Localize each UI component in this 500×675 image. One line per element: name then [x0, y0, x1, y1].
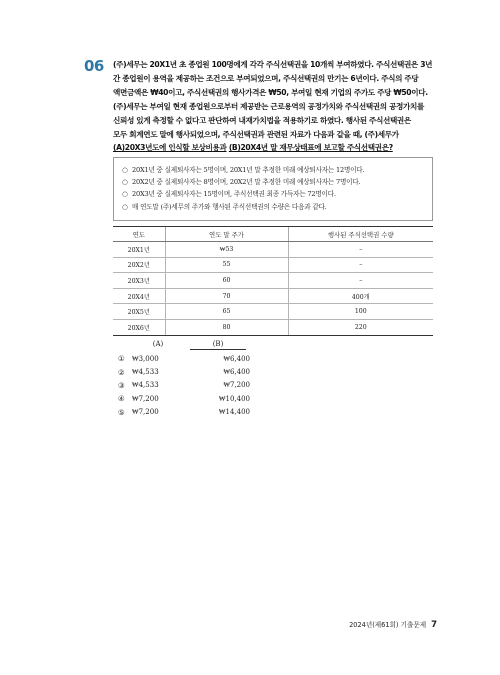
- cell-price: 80: [165, 319, 288, 335]
- condition-text: 20X1년 중 실제퇴사자는 5명이며, 20X1년 말 추정한 미래 예상퇴사자는 12명이다.: [132, 166, 365, 174]
- choice-value-b: ₩6,400: [223, 368, 250, 377]
- choice-number: ⑤: [118, 407, 125, 417]
- choice-option[interactable]: [118, 352, 250, 365]
- choices-header: [118, 340, 250, 352]
- question-part-b: (B)20X4년 말 재무상태표에 보고할 주식선택권은?: [228, 143, 393, 153]
- cell-exercised: –: [288, 242, 433, 258]
- choice-value-b: ₩7,200: [223, 381, 250, 390]
- choice-option[interactable]: [118, 406, 250, 419]
- choices-header-b: (B): [190, 340, 246, 350]
- table-header-row: [113, 227, 433, 242]
- condition-item: [122, 176, 424, 188]
- page-number: 7: [431, 620, 437, 630]
- circle-bullet-icon: ○: [122, 190, 128, 199]
- cell-price: ₩53: [165, 242, 288, 258]
- table-row: [113, 319, 433, 335]
- choice-value-b: ₩14,400: [218, 408, 250, 417]
- condition-item: [122, 201, 424, 213]
- cell-year: 20X1년: [113, 242, 165, 258]
- header-price: 연도 말 주가: [165, 227, 288, 242]
- cell-year: 20X2년: [113, 257, 165, 273]
- choice-number: ③: [118, 380, 125, 390]
- question-line: 간 종업원이 용역을 제공하는 조건으로 부여되었으며, 주식선택권의 만기는 6년이다. 주식의 주당: [113, 73, 419, 83]
- header-year: 연도: [113, 227, 165, 242]
- cell-price: 65: [165, 304, 288, 320]
- choice-value-b: ₩6,400: [223, 354, 250, 363]
- choice-value-a: ₩7,200: [132, 408, 159, 417]
- condition-item: [122, 164, 424, 176]
- question-line: (주)세무는 부여일 현재 종업원으로부터 제공받는 근로용역의 공정가치와 주식선택권의 공정가치를: [113, 101, 424, 111]
- header-exercised: 행사된 주식선택권 수량: [288, 227, 433, 242]
- table-row: [113, 288, 433, 304]
- choice-value-a: ₩4,533: [132, 368, 159, 377]
- question-line: 신뢰성 있게 측정할 수 없다고 판단하여 내재가치법을 적용하기로 하였다. 행사된 주식선택권은: [113, 115, 411, 125]
- choice-option[interactable]: [118, 365, 250, 378]
- cell-year: 20X4년: [113, 288, 165, 304]
- condition-item: [122, 188, 424, 200]
- cell-year: 20X5년: [113, 304, 165, 320]
- answer-choices: [118, 340, 250, 419]
- question-line: 액면금액은 ₩40이고, 주식선택권의 행사가격은 ₩50, 부여일 현재 기업의 주가도 주당 ₩50이다.: [113, 87, 428, 97]
- cell-exercised: 400개: [288, 288, 433, 304]
- condition-text: 20X3년 중 실제퇴사자는 15명이며, 주식선택권 최종 가득자는 72명이다.: [132, 190, 336, 199]
- choices-header-a: (A): [152, 340, 164, 348]
- cell-exercised: 100: [288, 304, 433, 320]
- table-row: [113, 304, 433, 320]
- table-row: [113, 242, 433, 258]
- question-line: 모두 회계연도 말에 행사되었으며, 주식선택권과 관련된 자료가 다음과 같을 때, (주)세무가: [113, 129, 399, 139]
- question-number: 06: [84, 57, 104, 75]
- choice-value-a: ₩7,200: [132, 394, 159, 403]
- choice-value-a: ₩3,000: [132, 354, 159, 363]
- choice-value-b: ₩10,400: [218, 394, 250, 403]
- choice-number: ①: [118, 354, 125, 364]
- choice-number: ④: [118, 394, 125, 404]
- cell-exercised: –: [288, 273, 433, 289]
- cell-price: 70: [165, 288, 288, 304]
- question-text: [113, 58, 433, 155]
- cell-year: 20X6년: [113, 319, 165, 335]
- choice-option[interactable]: [118, 379, 250, 392]
- question-line-last: [113, 141, 433, 155]
- cell-price: 55: [165, 257, 288, 273]
- circle-bullet-icon: ○: [122, 178, 128, 187]
- table-row: [113, 257, 433, 273]
- choice-option[interactable]: [118, 392, 250, 405]
- question-line: (주)세무는 20X1년 초 종업원 100명에게 각각 주식선택권을 10개씩 부여하였다. 주식선택권은 3년: [113, 60, 433, 69]
- table-row: [113, 273, 433, 289]
- stock-option-table: [113, 226, 433, 336]
- condition-text: 매 연도말 (주)세무의 주가와 행사된 주식선택권의 수량은 다음과 같다.: [132, 202, 327, 211]
- footer-label: 2024년(제61회) 기출문제: [349, 621, 427, 629]
- choice-value-a: ₩4,533: [132, 381, 159, 390]
- condition-text: 20X2년 중 실제퇴사자는 8명이며, 20X2년 말 추정한 미래 예상퇴사자는 7명이다.: [132, 178, 361, 187]
- choice-number: ②: [118, 367, 125, 377]
- circle-bullet-icon: ○: [122, 166, 128, 174]
- cell-price: 60: [165, 273, 288, 289]
- cell-year: 20X3년: [113, 273, 165, 289]
- conditions-box: [113, 157, 433, 221]
- question-part-a: (A)20X3년도에 인식할 보상비용과: [113, 143, 227, 153]
- cell-exercised: –: [288, 257, 433, 273]
- circle-bullet-icon: ○: [122, 202, 128, 211]
- page-footer: [327, 619, 437, 630]
- cell-exercised: 220: [288, 319, 433, 335]
